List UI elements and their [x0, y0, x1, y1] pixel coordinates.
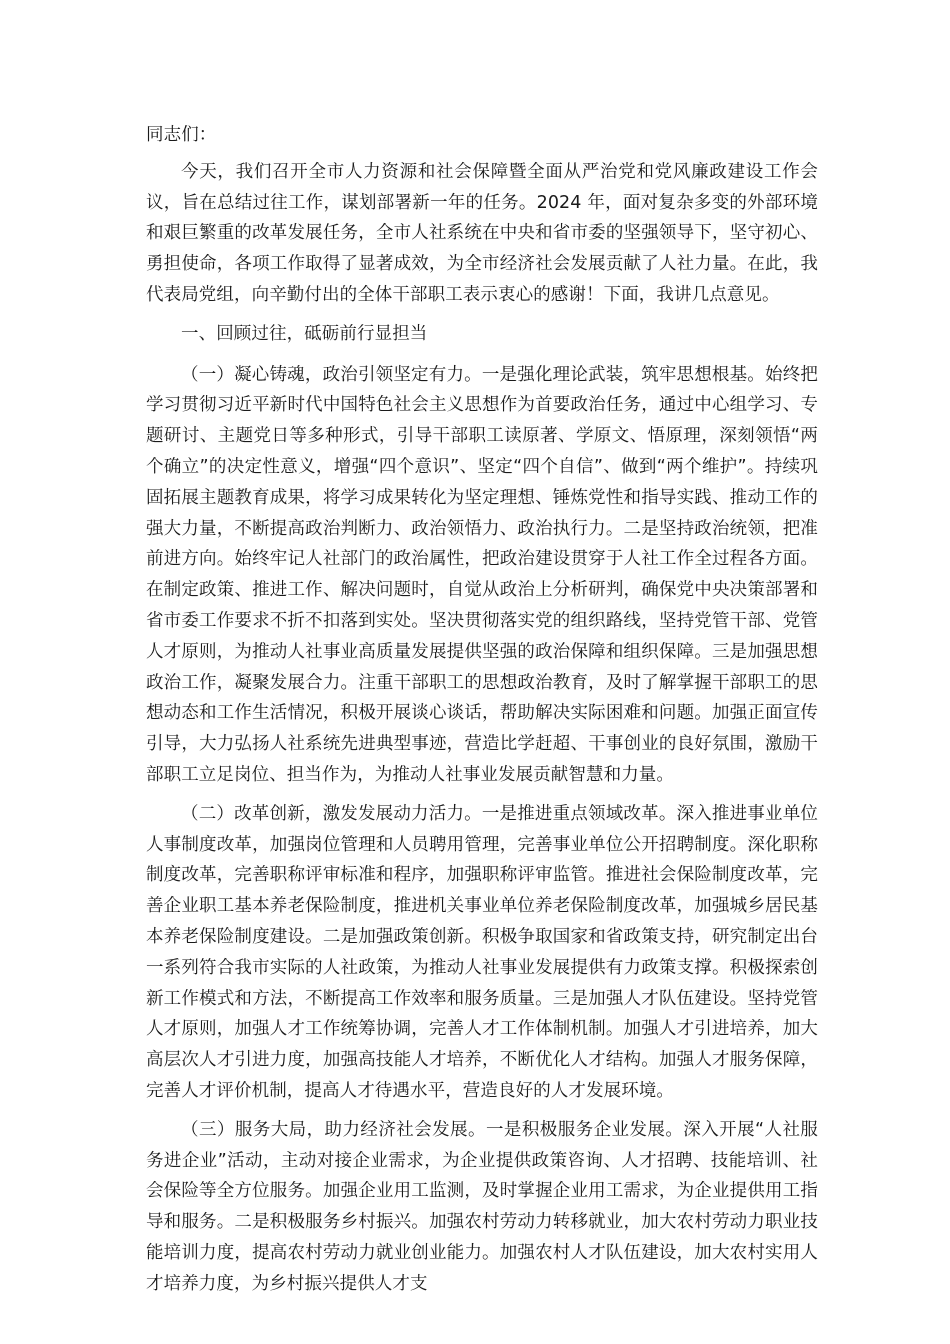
section-paragraph-2: （二）改革创新，激发发展动力活力。一是推进重点领域改革。深入推进事业单位人事制度改革，加强岗位管理和人员聘用管理，完善事业单位公开招聘制度。深化职称制度改革，完善职称评审标准和程序，加强职称评审监管。推进社会保险制度改革，完善企业职工基本养老保险制度，推进机关事业单位养老保险制度改革，加强城乡居民基本养老保险制度建设。二是加强政策创新。积极争取国家和省政策支持，研究制定出台一系列符合我市实际的人社政策，为推动人社事业发展提供有力政策支撑。积极探索创新工作模式和方法，不断提高工作效率和服务质量。三是加强人才队伍建设。坚持党管人才原则，加强人才工作统筹协调，完善人才工作体制机制。加强人才引进培养，加大高层次人才引进力度，加强高技能人才培养，不断优化人才结构。加强人才服务保障，完善人才评价机制，提高人才待遇水平，营造良好的人才发展环境。	[146, 803, 818, 1101]
section-heading: 一、回顾过往，砥砺前行显担当	[181, 323, 428, 344]
document-body	[146, 120, 818, 1307]
section-paragraph-1: （一）凝心铸魂，政治引领坚定有力。一是强化理论武装，筑牢思想根基。始终把学习贯彻习近平新时代中国特色社会主义思想作为首要政治任务，通过中心组学习、专题研讨、主题党日等多种形式，引导干部职工读原著、学原文、悟原理，深刻领悟“两个确立”的决定性意义，增强“四个意识”、坚定“四个自信”、做到“两个维护”。持续巩固拓展主题教育成果，将学习成果转化为坚定理想、锤炼党性和指导实践、推动工作的强大力量，不断提高政治判断力、政治领悟力、政治执行力。二是坚持政治统领，把准前进方向。始终牢记人社部门的政治属性，把政治建设贯穿于人社工作全过程各方面。在制定政策、推进工作、解决问题时，自觉从政治上分析研判，确保党中央决策部署和省市委工作要求不折不扣落到实处。坚决贯彻落实党的组织路线，坚持党管干部、党管人才原则，为推动人社事业高质量发展提供坚强的政治保障和组织保障。三是加强思想政治工作，凝聚发展合力。注重干部职工的思想政治教育，及时了解掌握干部职工的思想动态和工作生活情况，积极开展谈心谈话，帮助解决实际困难和问题。加强正面宣传引导，大力弘扬人社系统先进典型事迹，营造比学赶超、干事创业的良好氛围，激励干部职工立足岗位、担当作为，为推动人社事业发展贡献智慧和力量。	[146, 364, 818, 785]
salutation: 同志们：	[146, 125, 217, 145]
intro-paragraph: 今天，我们召开全市人力资源和社会保障暨全面从严治党和党风廉政建设工作会议，旨在总结过往工作，谋划部署新一年的任务。2024 年，面对复杂多变的外部环境和艰巨繁重的改革发展任务，全市人社系统在中央和省市委的坚强领导下，坚守初心、勇担使命，各项工作取得了显著成效，为全市经济社会发展贡献了人社力量。在此，我代表局党组，向辛勤付出的全体干部职工表示衷心的感谢！下面，我讲几点意见。	[146, 161, 818, 305]
section-paragraph-3: （三）服务大局，助力经济社会发展。一是积极服务企业发展。深入开展“人社服务进企业”活动，主动对接企业需求，为企业提供政策咨询、人才招聘、技能培训、社会保险等全方位服务。加强企业用工监测，及时掌握企业用工需求，为企业提供用工指导和服务。二是积极服务乡村振兴。加强农村劳动力转移就业，加大农村劳动力职业技能培训力度，提高农村劳动力就业创业能力。加强农村人才队伍建设，加大农村实用人才培养力度，为乡村振兴提供人才支	[146, 1119, 818, 1294]
